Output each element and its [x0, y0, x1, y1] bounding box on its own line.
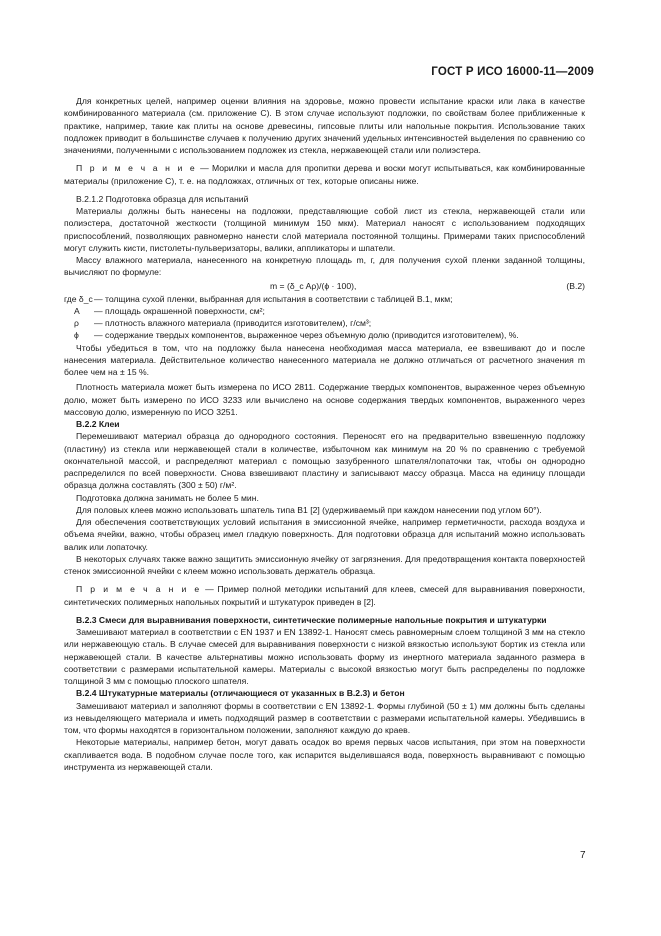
- definition-symbol: ϕ: [74, 330, 79, 341]
- subsection-heading-b22: В.2.2 Клеи: [76, 419, 120, 429]
- paragraph: Некоторые материалы, например бетон, могут давать осадок во время первых часов испытания, при этом на поверхности скапливается вода. В подобном случае после того, как испарится выделившаяся вода, поверхность выравнивают с помощью инструмента из нержавеющей стали.: [64, 737, 585, 772]
- definition-symbol: где δ_c: [64, 293, 93, 304]
- definition-row: [64, 329, 585, 341]
- paragraph: Чтобы убедиться в том, что на подложку была нанесена необходимая масса материала, ее взвешивают до и после нанесения материала. Действительное количество нанесенного материала не должно отличаться от расчетного значения m более чем на ± 15 %.: [64, 342, 585, 377]
- definition-text: — площадь окрашенной поверхности, см²;: [94, 305, 265, 316]
- definition-symbol: ρ: [74, 318, 79, 328]
- paragraph: Подготовка должна занимать не более 5 мин.: [76, 492, 259, 503]
- note-label: П р и м е ч а н и е: [76, 584, 202, 595]
- formula-expression: m = (δ_c Aρ)/(ϕ · 100),: [270, 280, 357, 291]
- note: [64, 583, 585, 608]
- definition-symbol: A: [74, 305, 80, 316]
- paragraph: В некоторых случаях также важно защитить эмиссионную ячейку от загрязнения. Для предотвращения контакта поверхностей стенок эмиссионной ячейки с клеем можно использовать держатель образца.: [64, 553, 585, 576]
- subsection-heading-b24: В.2.4 Штукатурные материалы (отличающиеся от указанных в В.2.3) и бетон: [76, 688, 405, 699]
- paragraph: Для половых клеев можно использовать шпатель типа В1 [2] (удерживаемый при каждом нанесении под углом 60°).: [76, 504, 542, 515]
- formula-number: (B.2): [566, 280, 585, 291]
- definition-text: — плотность влажного материала (приводится изготовителем), г/см³;: [94, 318, 372, 328]
- definition-text: — содержание твердых компонентов, выраженное через объемную долю (приводится изготовителем), %.: [94, 330, 519, 341]
- paragraph: Для конкретных целей, например оценки влияния на здоровье, можно провести испытание краски или лака в качестве комбинированного материала (см. приложение C). В этом случае используют подложки, по свойствам более приближенные к практике, например, такие как плиты на основе древесины, гипсовые плиты или напольные покрытия. Использование таких подложек приводит в большинстве случаев к получению других значений удельных интенсивностей выделения по сравнению со значениями, полученными с использованием подложек из стекла, нержавеющей стали или полиэстера.: [64, 96, 585, 155]
- formula-b2: [64, 280, 585, 293]
- note-text: — Пример полной методики испытаний для клеев, смесей для выравнивания поверхности, синтетических полимерных напольных покрытий и штукатурок приведен в [2].: [64, 584, 585, 607]
- note-text: — Морилки и масла для пропитки дерева и воски могут испытываться, как комбинированные материалы (приложение C), т. е. на подложках, отличных от тех, которые описаны ниже.: [64, 163, 585, 186]
- paragraph: Массу влажного материала, нанесенного на конкретную площадь m, г, для получения сухой пленки заданной толщины, вычисляют по формуле:: [64, 255, 585, 278]
- paragraph: Для обеспечения соответствующих условий испытания в эмиссионной ячейке, например герметичности, расхода воздуха и объема ячейки, важно, чтобы образец имел гладкую поверхность. Для подготовки образца для испытаний можно использовать валик или лопаточку.: [64, 517, 585, 552]
- subsection-heading-b212: В.2.1.2 Подготовка образца для испытаний: [76, 193, 249, 204]
- paragraph: Замешивают материал и заполняют формы в соответствии с EN 13892-1. Формы глубиной (50 ± 1) мм должны быть сделаны из невыделяющего материала и иметь подходящий размер в соответствии с размерами испытательной камеры. Убедившись в том, что формы находятся в горизонтальном положении, заполняют каждую до краев.: [64, 700, 585, 735]
- definition-row: [64, 293, 585, 305]
- definition-row: [64, 317, 585, 329]
- subsection-heading-b23: В.2.3 Смеси для выравнивания поверхности, синтетические полимерные напольные покрытия и штукатурки: [76, 614, 547, 625]
- definition-text: — толщина сухой пленки, выбранная для испытания в соответствии с таблицей В.1, мкм;: [94, 293, 453, 304]
- page-number: 7: [580, 850, 586, 861]
- note: [64, 162, 585, 187]
- note-label: П р и м е ч а н и е: [76, 163, 197, 174]
- paragraph: Плотность материала может быть измерена по ИСО 2811. Содержание твердых компонентов, выраженное через объемную долю, может быть измерено по ИСО 3233 или вычислено на основе содержания твердых компонентов, выраженного через массовую долю, измеренную по ИСО 3251.: [64, 382, 585, 417]
- paragraph: Материалы должны быть нанесены на подложки, представляющие собой лист из стекла, нержавеющей стали или полиэстера, достаточной жесткости (толщиной минимум 150 мкм). Материал наносят с использованием подходящих приспособлений, позволяющих равномерно нанести слой материала постоянной толщины. Примерами таких приспособлений могут служить кисти, пистолеты-пульверизаторы, валики, аппликаторы и шпатели.: [64, 206, 585, 253]
- document-code-header: ГОСТ Р ИСО 16000-11—2009: [431, 66, 594, 78]
- paragraph: Замешивают материал в соответствии с EN 1937 и EN 13892-1. Наносят смесь равномерным слоем толщиной 3 мм на стекло или нержавеющую сталь. В случае смесей для выравнивания поверхности с низкой вязкостью используют бортик из стекла или нержавеющей стали. В качестве альтернативы можно использовать форму из инертного материала заданного размера в соответствии с размерами испытательной камеры. Материалы с высокой вязкостью могут быть распределены по подложке толщиной 3 мм с помощью плоского шпателя.: [64, 627, 585, 686]
- paragraph: Перемешивают материал образца до однородного состояния. Переносят его на предварительно взвешенную подложку (пластину) из стекла или нержавеющей стали в количестве, избыточном как минимум на 20 % по сравнению с требуемой окончательной массой, и распределяют материал с помощью зазубренного шпателя/лопаточки так, чтобы он однородно распределился по всей поверхности. Снова взвешивают пластину и записывают массу образца. Масса на единицу площади образца должна составлять (300 ± 50) г/м².: [64, 431, 585, 491]
- definition-row: [64, 305, 585, 317]
- document-body: [64, 95, 585, 773]
